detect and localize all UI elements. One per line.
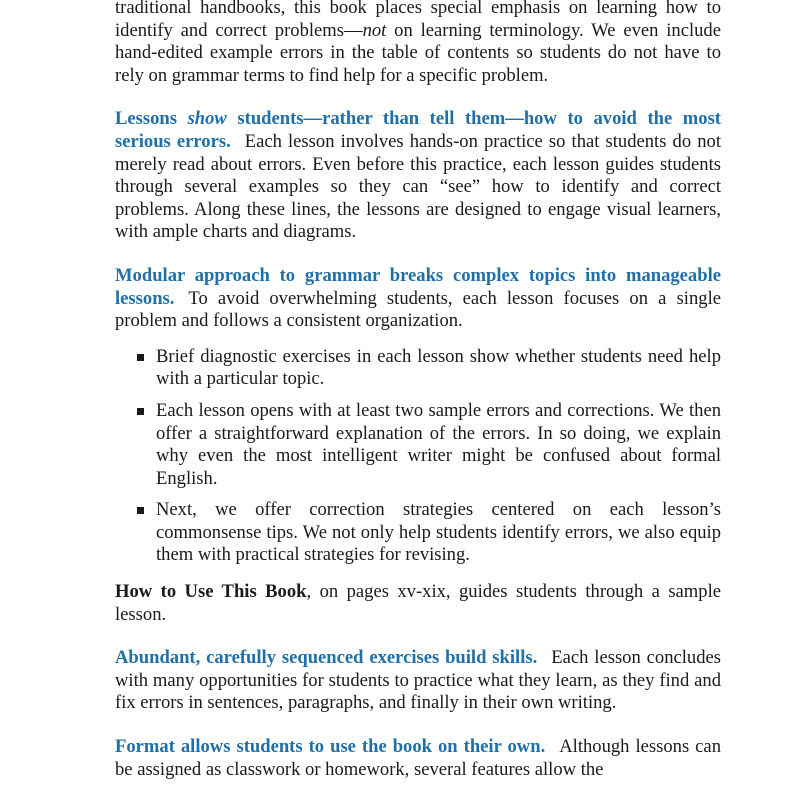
intro-paragraph bbox=[115, 0, 721, 87]
modular-paragraph bbox=[115, 265, 721, 333]
how-to-use-text: , on pages xv-xix, guides students through a sample lesson. bbox=[115, 581, 721, 625]
square-bullet-icon bbox=[137, 408, 144, 415]
modular-body: To avoid overwhelming students, each lesson focuses on a single problem and follows a consistent organization. bbox=[115, 287, 721, 332]
heading-part: students—rather than tell them—how to avoid the most serious errors. bbox=[115, 108, 721, 152]
abundant-heading: Abundant, carefully sequenced exercises build skills. bbox=[115, 647, 538, 669]
heading-emphasis: show bbox=[187, 108, 227, 130]
format-heading: Format allows students to use the book on their own. bbox=[115, 736, 546, 758]
body-text bbox=[115, 0, 721, 781]
list-item bbox=[115, 499, 721, 567]
list-item-text: Each lesson opens with at least two sample errors and corrections. We then offer a straightforward explanation of the errors. In so doing, we explain why even the most intelligent writer might be confused about formal English. bbox=[156, 399, 721, 489]
list-item bbox=[115, 400, 721, 490]
list-item-text: Next, we offer correction strategies centered on each lesson’s commonsense tips. We not only help students identify errors, we also equip them with practical strategies for revising. bbox=[156, 499, 721, 566]
list-item-text: Brief diagnostic exercises in each lesson show whether students need help with a particular topic. bbox=[156, 345, 721, 390]
intro-text-a: traditional handbooks, this book places special emphasis on learning how to identify and correct problems— bbox=[115, 0, 721, 41]
heading-part: Lessons bbox=[115, 108, 188, 130]
abundant-body: Each lesson concludes with many opportunities for students to practice what they learn, as they find and fix errors in sentences, paragraphs, and finally in their own writing. bbox=[115, 647, 721, 714]
intro-text-b: on learning terminology. We even include hand-edited example errors in the table of contents so students do not have to rely on grammar terms to find help for a specific problem. bbox=[115, 19, 721, 86]
lessons-show-paragraph bbox=[115, 108, 721, 244]
modular-heading: Modular approach to grammar breaks complex topics into manageable lessons. bbox=[115, 264, 721, 309]
intro-emphasis-not: not bbox=[362, 19, 387, 41]
abundant-paragraph bbox=[115, 647, 721, 715]
how-to-use-title: How to Use This Book bbox=[115, 581, 307, 603]
format-paragraph bbox=[115, 736, 721, 781]
list-item bbox=[115, 346, 721, 391]
modular-bullet-list bbox=[115, 346, 721, 567]
square-bullet-icon bbox=[137, 507, 144, 514]
how-to-use-paragraph bbox=[115, 581, 721, 626]
square-bullet-icon bbox=[137, 354, 144, 361]
lessons-show-body: Each lesson involves hands-on practice so that students do not merely read about errors. Even before this practice, each lesson guides students through several examples so they can “see” how to identify and correct problems. Along these lines, the lessons are designed to engage visual learners, with ample charts and diagrams. bbox=[115, 130, 722, 243]
format-body: Although lessons can be assigned as classwork or homework, several features allow the bbox=[115, 736, 721, 780]
